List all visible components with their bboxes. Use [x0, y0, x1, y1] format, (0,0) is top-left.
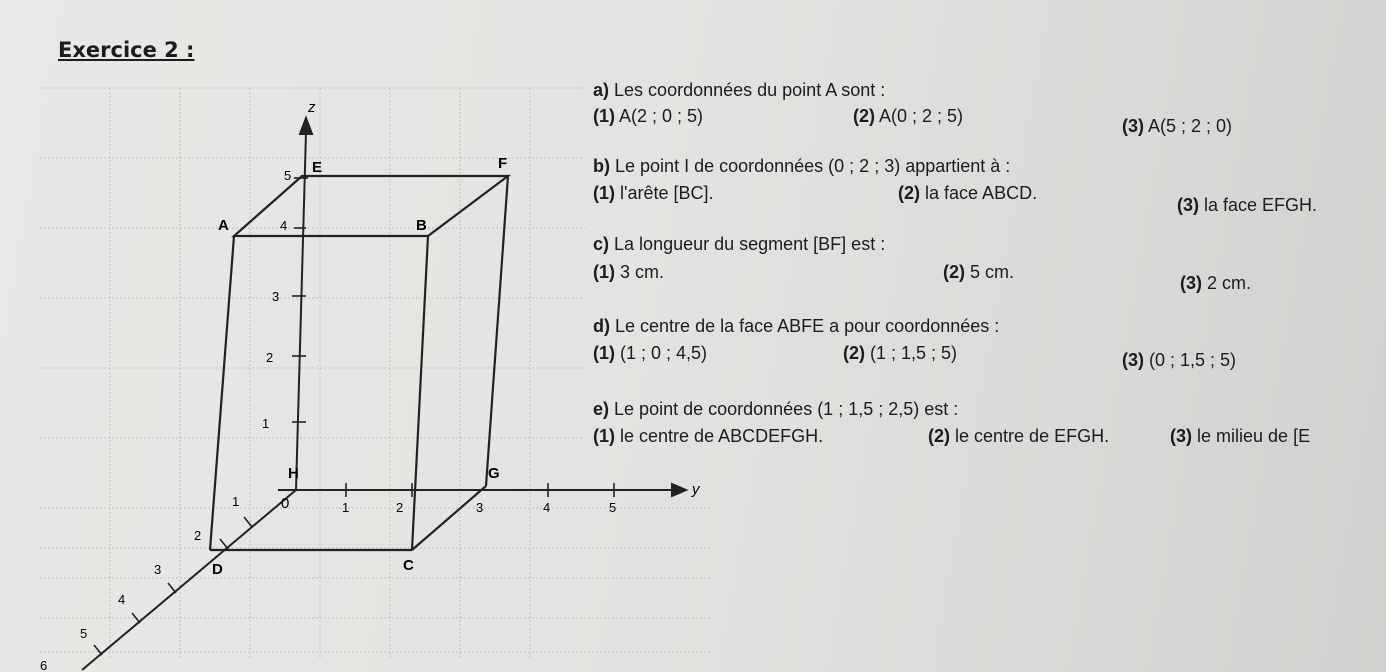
y-tick-4: 4 [543, 500, 551, 515]
question-label: b) [593, 156, 610, 176]
question-d [593, 316, 999, 337]
x-axis-line [82, 490, 296, 670]
option-d1: (1) (1 ; 0 ; 4,5) [593, 343, 708, 363]
y-axis-arrow [672, 484, 686, 496]
edge-BC [412, 236, 428, 550]
y-tick-2: 2 [396, 500, 404, 515]
option-b2: (2) la face ABCD. [898, 183, 1038, 203]
origin-label: 0 [281, 495, 290, 512]
question-label: c) [593, 234, 610, 254]
tick-marks [94, 178, 617, 655]
question-e [593, 399, 958, 420]
question-b [593, 156, 1010, 177]
option-b3: (3) la face EFGH. [1177, 195, 1318, 215]
top-face [234, 176, 508, 236]
vertex-B: B [416, 217, 427, 234]
option-b1: (1) l'arête [BC]. [593, 183, 714, 203]
y-tick-5: 5 [609, 500, 617, 515]
z-tick-2: 2 [266, 350, 274, 365]
option-d2: (2) (1 ; 1,5 ; 5) [843, 343, 958, 363]
vertex-F: F [498, 155, 508, 172]
vertex-D: D [212, 561, 223, 578]
x-tick-2: 2 [194, 528, 202, 543]
x-tick-6: 6 [40, 658, 48, 672]
option-c3: (3) 2 cm. [1180, 273, 1252, 293]
z-tick-1: 1 [262, 416, 270, 431]
option-a1: (1) A(2 ; 0 ; 5) [593, 106, 704, 126]
option-e3: (3) le milieu de [E [1170, 426, 1311, 446]
question-text: La longueur du segment [BF] est : [614, 234, 886, 254]
option-c2: (2) 5 cm. [943, 262, 1015, 282]
question-text: Le centre de la face ABFE a pour coordonnées : [615, 316, 1000, 336]
question-label: e) [593, 399, 610, 419]
question-text: Le point de coordonnées (1 ; 1,5 ; 2,5) est : [614, 399, 959, 419]
vertex-H: H [288, 465, 299, 482]
question-a [593, 80, 885, 101]
x-tick-3: 3 [154, 562, 162, 577]
question-text: Le point I de coordonnées (0 ; 2 ; 3) appartient à : [615, 156, 1011, 176]
y-tick-3: 3 [476, 500, 484, 515]
vertex-A: A [218, 217, 229, 234]
edge-FG [486, 176, 508, 486]
x-tick-5: 5 [80, 626, 88, 641]
question-text: Les coordonnées du point A sont : [614, 80, 886, 100]
option-e2: (2) le centre de EFGH. [928, 426, 1110, 446]
cuboid-edges [210, 176, 508, 550]
x-tick-1: 1 [232, 494, 240, 509]
edge-CG [412, 486, 486, 550]
question-label: a) [593, 80, 610, 100]
exercise-title: Exercice 2 : [58, 38, 195, 62]
x-tick-4: 4 [118, 592, 126, 607]
edge-AD [210, 236, 234, 550]
y-tick-1: 1 [342, 500, 350, 515]
option-a3: (3) A(5 ; 2 ; 0) [1122, 116, 1233, 136]
z-axis-line [296, 132, 306, 490]
vertex-E: E [312, 159, 323, 176]
z-tick-5: 5 [284, 168, 292, 183]
vertex-C: C [403, 557, 414, 574]
y-axis-label: y [692, 481, 700, 498]
question-c [593, 234, 885, 255]
option-c1: (1) 3 cm. [593, 262, 665, 282]
z-axis-arrow [300, 118, 312, 134]
z-tick-3: 3 [272, 289, 280, 304]
option-e1: (1) le centre de ABCDEFGH. [593, 426, 824, 446]
vertex-G: G [488, 465, 500, 482]
option-d3: (3) (0 ; 1,5 ; 5) [1122, 350, 1237, 370]
question-label: d) [593, 316, 610, 336]
z-tick-4: 4 [280, 218, 288, 233]
z-axis-label: z [308, 99, 316, 116]
option-a2: (2) A(0 ; 2 ; 5) [853, 106, 964, 126]
